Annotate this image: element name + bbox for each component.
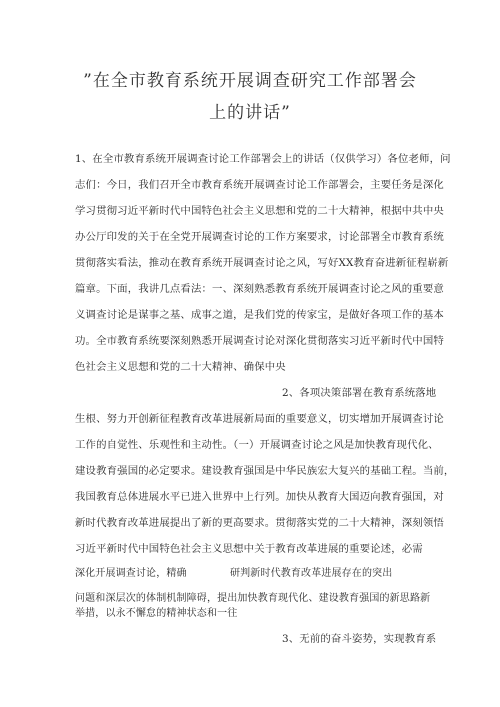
body-line: 义调查讨论是谋事之基、成事之道，是我们党的传家宝，是做好各项工作的基本 (75, 309, 444, 321)
body-line: 研判新时代教育改革进展存在的突出 (230, 568, 393, 579)
body-line: 深化开展调查讨论，精确 (75, 568, 187, 579)
document-title-line-1: ”在全市教育系统开展调查研究工作部署会 (83, 71, 417, 91)
section-3-heading-line: 3、无前的奋斗姿势，实现教育系 (282, 633, 437, 645)
body-line: 篇章。下面，我讲几点看法：一、深刻熟悉教育系统开展调查讨论之风的重要意 (75, 283, 444, 295)
body-line: 学习贯彻习近平新时代中国特色社会主义思想和党的二十大精神，根据中共中央 (75, 205, 444, 217)
body-line: 办公厅印发的关于在全党开展调查讨论的工作方案要求，讨论部署全市教育系统 (75, 231, 444, 243)
body-line: 志们：今日，我们召开全市教育系统开展调查讨论工作部署会，主要任务是深化 (75, 179, 444, 191)
body-line: 举措，以永不懈怠的精神状态和一往 (75, 608, 238, 619)
body-line: 我国教育总体进展水平已进入世界中上行列。加快从教育大国迈向教育强国，对 (75, 491, 444, 503)
body-line: 1、在全市教育系统开展调查讨论工作部署会上的讲话（仅供学习）各位老师，问 (75, 153, 451, 165)
body-line: 贯彻落实看法，推动在教育系统开展调查讨论之风，写好XX教育奋进新征程崭新 (75, 257, 449, 269)
section-2-heading-line: 2、各项决策部署在教育系统落地 (282, 387, 437, 399)
body-line: 工作的自觉性、乐观性和主动性。（一）开展调查讨论之风是加快教育现代化、 (75, 439, 439, 451)
body-line: 新时代教育改革进展提出了新的更高要求。贯彻落实党的二十大精神，深刻领悟 (75, 517, 444, 529)
body-line: 建设教育强国的必定要求。建设教育强国是中华民族宏大复兴的基础工程。当前， (75, 465, 455, 477)
body-line: 习近平新时代中国特色社会主义思想中关于教育改革进展的重要论述，必需 (75, 543, 423, 555)
body-line: 色社会主义思想和党的二十大精神、确保中央 (75, 361, 286, 373)
body-line: 功。全市教育系统要深刻熟悉开展调查讨论对深化贯彻落实习近平新时代中国特 (75, 335, 444, 347)
body-line: 生根、努力开创新征程教育改革进展新局面的重要意义，切实增加开展调查讨论 (75, 413, 444, 425)
body-line: 问题和深层次的体制机制障碍，提出加快教育现代化、建设教育强国的新思路新 (75, 593, 431, 604)
document-title-line-2: 上的讲话” (209, 103, 291, 123)
